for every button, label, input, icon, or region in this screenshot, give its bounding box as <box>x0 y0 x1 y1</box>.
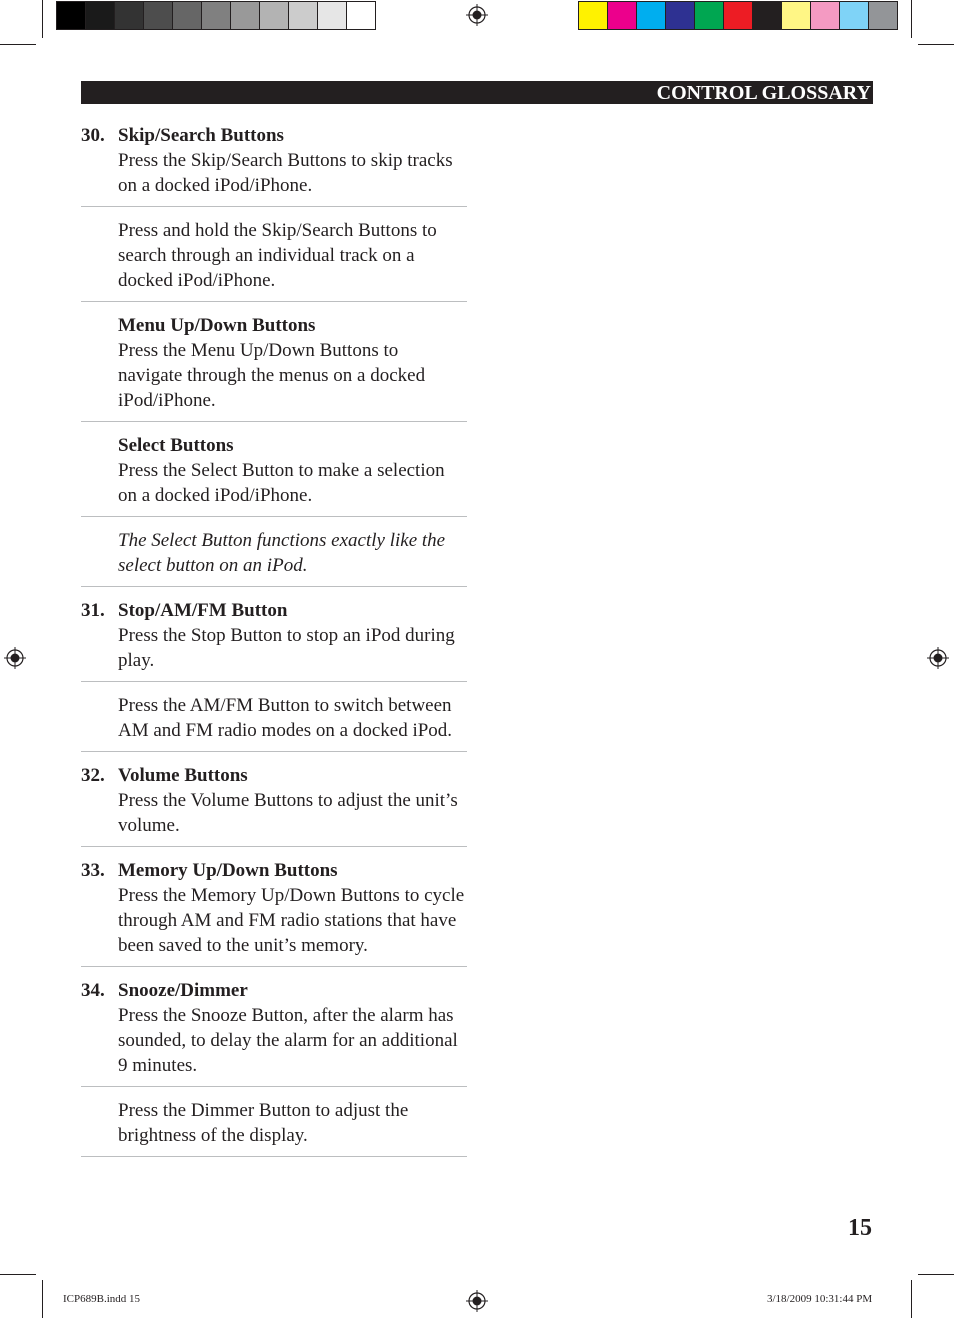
glossary-entry <box>81 587 467 682</box>
color-swatch <box>347 2 375 29</box>
color-swatch <box>202 2 231 29</box>
crop-mark <box>918 1274 954 1275</box>
entry-body: Press and hold the Skip/Search Buttons to search through an individual track on a docked iPod/iPhone. <box>118 220 437 291</box>
glossary-entry <box>81 517 467 587</box>
entry-title: Volume Buttons <box>118 765 248 786</box>
crop-mark <box>918 44 954 45</box>
entry-body: Press the Skip/Search Buttons to skip tracks on a docked iPod/iPhone. <box>118 150 453 196</box>
crop-mark <box>911 1280 912 1318</box>
process-color-bar <box>578 1 898 30</box>
glossary-entry <box>81 967 467 1087</box>
crop-mark <box>911 0 912 38</box>
crop-mark <box>42 0 43 38</box>
entry-body: Press the Memory Up/Down Buttons to cycle through AM and FM radio stations that have been saved to the unit’s memory. <box>118 885 465 956</box>
color-swatch <box>115 2 144 29</box>
glossary-entry <box>81 1087 467 1157</box>
entry-number: 34. <box>81 980 105 1001</box>
entry-body: Press the Dimmer Button to adjust the brightness of the display. <box>118 1100 409 1146</box>
crop-mark <box>0 44 36 45</box>
color-swatch <box>231 2 260 29</box>
registration-mark-icon <box>466 1290 488 1312</box>
color-swatch <box>811 2 840 29</box>
slug-filename: ICP689B.indd 15 <box>63 1293 141 1305</box>
color-swatch <box>869 2 897 29</box>
entry-title: Menu Up/Down Buttons <box>118 315 316 336</box>
color-swatch <box>637 2 666 29</box>
entry-body: Press the Volume Buttons to adjust the unit’s volume. <box>118 790 458 836</box>
glossary-entry <box>81 207 467 302</box>
section-title: CONTROL GLOSSARY <box>656 82 871 104</box>
crop-mark <box>0 1274 36 1275</box>
page-number: 15 <box>848 1215 872 1241</box>
color-swatch <box>57 2 86 29</box>
entry-body: Press the Select Button to make a selection on a docked iPod/iPhone. <box>118 460 445 506</box>
glossary-entry <box>81 122 467 207</box>
color-swatch <box>695 2 724 29</box>
registration-mark-icon <box>4 647 26 669</box>
entry-number: 30. <box>81 125 105 146</box>
registration-mark-icon <box>466 4 488 26</box>
color-swatch <box>840 2 869 29</box>
color-swatch <box>666 2 695 29</box>
grayscale-color-bar <box>56 1 376 30</box>
entry-title: Snooze/Dimmer <box>118 980 248 1001</box>
color-swatch <box>608 2 637 29</box>
glossary-entry <box>81 847 467 967</box>
registration-mark-icon <box>927 647 949 669</box>
color-swatch <box>173 2 202 29</box>
color-swatch <box>86 2 115 29</box>
entry-title: Stop/AM/FM Button <box>118 600 288 621</box>
entry-body: Press the Menu Up/Down Buttons to navigate through the menus on a docked iPod/iPhone. <box>118 340 426 411</box>
entry-number: 32. <box>81 765 105 786</box>
color-swatch <box>579 2 608 29</box>
color-swatch <box>144 2 173 29</box>
color-swatch <box>289 2 318 29</box>
entry-title: Skip/Search Buttons <box>118 125 284 146</box>
color-swatch <box>318 2 347 29</box>
color-swatch <box>753 2 782 29</box>
glossary-entry <box>81 752 467 847</box>
color-swatch <box>724 2 753 29</box>
color-swatch <box>260 2 289 29</box>
glossary-entry <box>81 422 467 517</box>
entry-body: Press the Snooze Button, after the alarm has sounded, to delay the alarm for an additional 9 minutes. <box>118 1005 458 1076</box>
entry-title: Memory Up/Down Buttons <box>118 860 338 881</box>
entry-body: Press the AM/FM Button to switch between AM and FM radio modes on a docked iPod. <box>118 695 453 741</box>
crop-mark <box>42 1280 43 1318</box>
entry-number: 31. <box>81 600 105 621</box>
entry-title: Select Buttons <box>118 435 234 456</box>
section-header <box>81 81 873 104</box>
color-swatch <box>782 2 811 29</box>
entry-body: Press the Stop Button to stop an iPod during play. <box>118 625 455 671</box>
glossary-entry <box>81 302 467 422</box>
entry-note: The Select Button functions exactly like the select button on an iPod. <box>118 530 446 576</box>
glossary-list <box>81 122 467 1157</box>
glossary-entry <box>81 682 467 752</box>
slug-timestamp: 3/18/2009 10:31:44 PM <box>767 1293 873 1305</box>
entry-number: 33. <box>81 860 105 881</box>
